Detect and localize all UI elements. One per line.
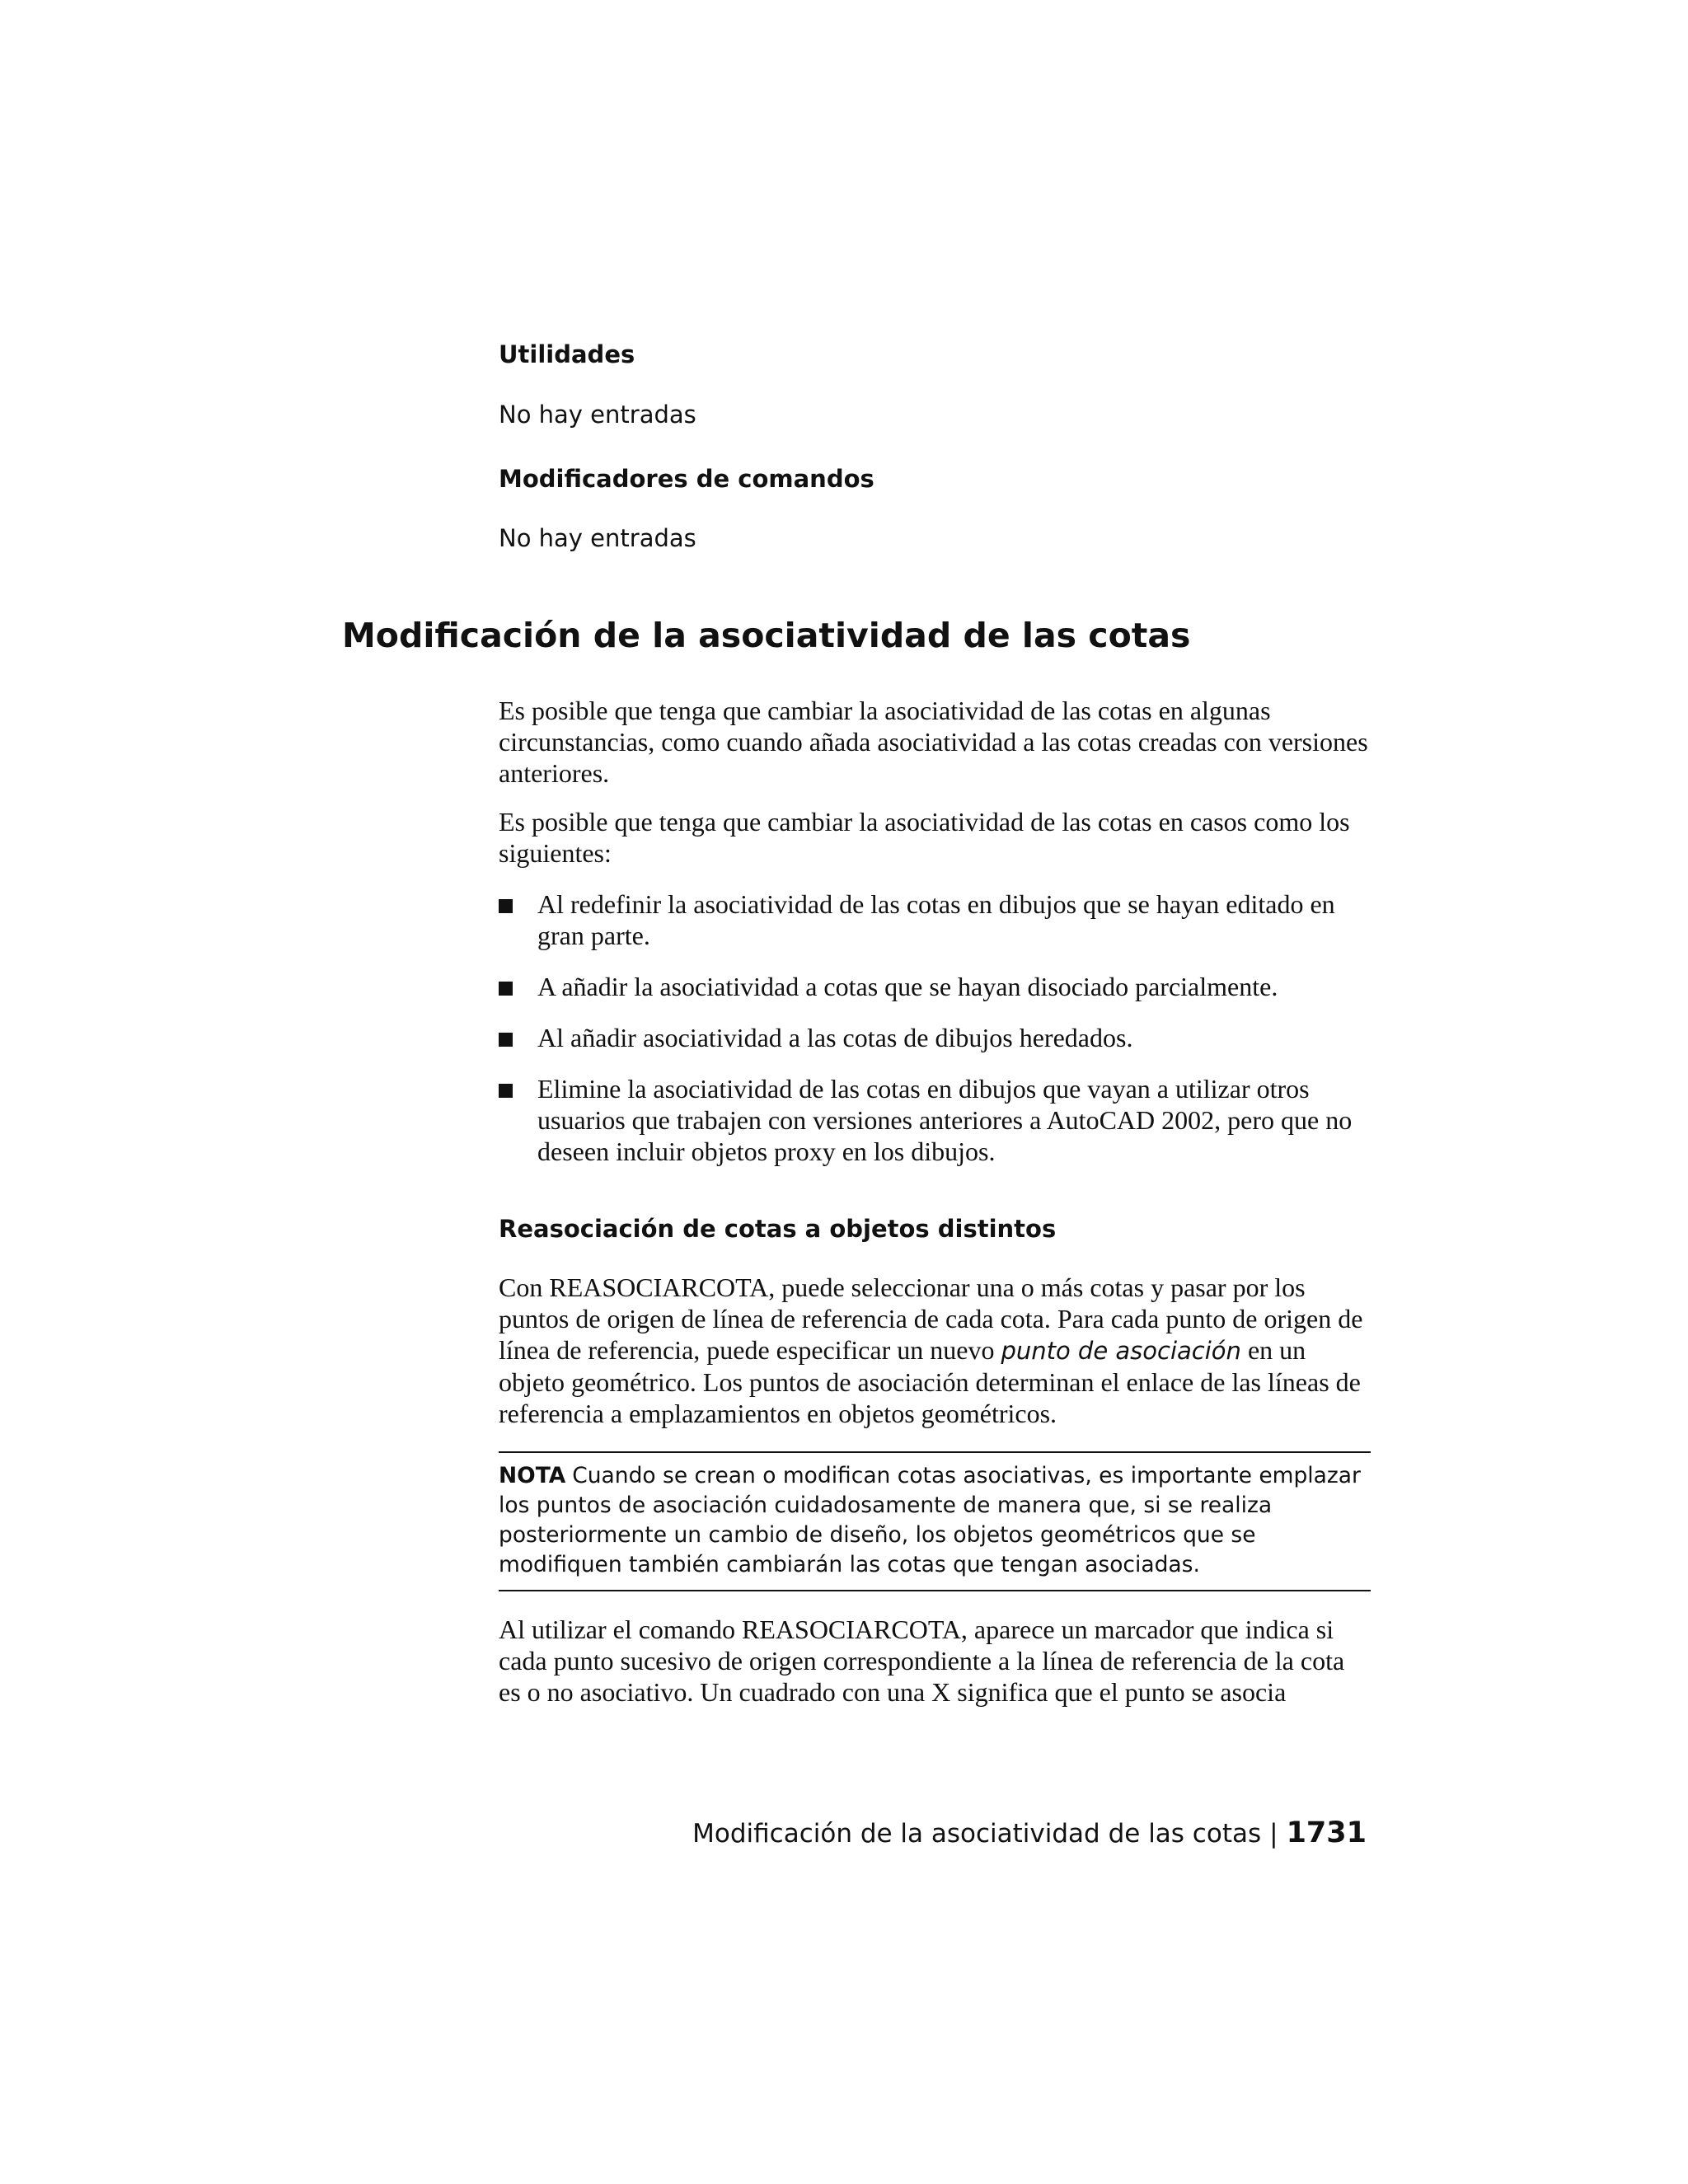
note-label: NOTA: [499, 1463, 566, 1488]
list-item: [499, 1022, 1372, 1053]
section-title: Modificación de la asociatividad de las cotas: [342, 616, 1191, 655]
list-item: [499, 888, 1372, 951]
page-footer: [692, 1816, 1367, 1850]
bullet-list: [499, 888, 1372, 1187]
bullet-square-icon: [499, 1033, 513, 1047]
bullet-square-icon: [499, 982, 513, 996]
note-text: Cuando se crean o modifican cotas asociativas, es importante emplazar los puntos de asociación cuidadosamente de manera que, si se realiza posteriormente un cambio de diseño, los objetos geométricos que se modifiquen también cambiarán las cotas que tengan asociadas.: [499, 1463, 1361, 1577]
list-item-text: Al añadir asociatividad a las cotas de dibujos heredados.: [537, 1023, 1133, 1052]
list-item: [499, 971, 1372, 1002]
list-item-text: A añadir la asociatividad a cotas que se hayan disociado parcialmente.: [537, 972, 1278, 1001]
running-title: Modificación de la asociatividad de las cotas: [692, 1819, 1262, 1849]
bullet-square-icon: [499, 1084, 513, 1098]
reasociacion-heading: Reasociación de cotas a objetos distintos: [499, 1215, 1057, 1243]
page-number: 1731: [1286, 1816, 1367, 1849]
modificadores-heading: Modificadores de comandos: [499, 465, 874, 493]
reasociacion-text-after: en un objeto geométrico. Los puntos de asociación determinan el enlace de las líneas de referencia a emplazamientos en objetos geométricos.: [499, 1335, 1361, 1428]
footer-separator: |: [1269, 1819, 1278, 1849]
intro-paragraph-1: Es posible que tenga que cambiar la asociatividad de las cotas en algunas circunstancias, como cuando añada asociatividad a las cotas creadas con versiones anteriores.: [499, 696, 1368, 788]
reasociacion-paragraph: [499, 1272, 1372, 1429]
final-paragraph: Al utilizar el comando REASOCIARCOTA, aparece un marcador que indica si cada punto sucesivo de origen correspondiente a la línea de referencia de la cota es o no asociativo. Un cuadrado con una X significa que el punto se asocia: [499, 1615, 1345, 1707]
reasociacion-text-before: Con REASOCIARCOTA, puede seleccionar una o más cotas y pasar por los puntos de origen de línea de referencia de cada cota. Para cada punto de origen de línea de referencia, puede especificar un nuevo: [499, 1272, 1363, 1365]
utilidades-heading: Utilidades: [499, 340, 635, 368]
punto-asociacion-term: punto de asociación: [1001, 1337, 1241, 1365]
list-item: [499, 1073, 1372, 1167]
utilidades-text: No hay entradas: [499, 401, 696, 429]
list-item-text: Elimine la asociatividad de las cotas en dibujos que vayan a utilizar otros usuarios que trabajen con versiones anteriores a AutoCAD 2002, pero que no deseen incluir objetos proxy en los dibujos.: [537, 1074, 1353, 1166]
list-item-text: Al redefinir la asociatividad de las cotas en dibujos que se hayan editado en gran parte.: [537, 889, 1335, 950]
intro-paragraph-2: Es posible que tenga que cambiar la asociatividad de las cotas en casos como los siguientes:: [499, 807, 1350, 868]
modificadores-text: No hay entradas: [499, 524, 696, 552]
note-box: [499, 1451, 1371, 1591]
bullet-square-icon: [499, 899, 513, 913]
